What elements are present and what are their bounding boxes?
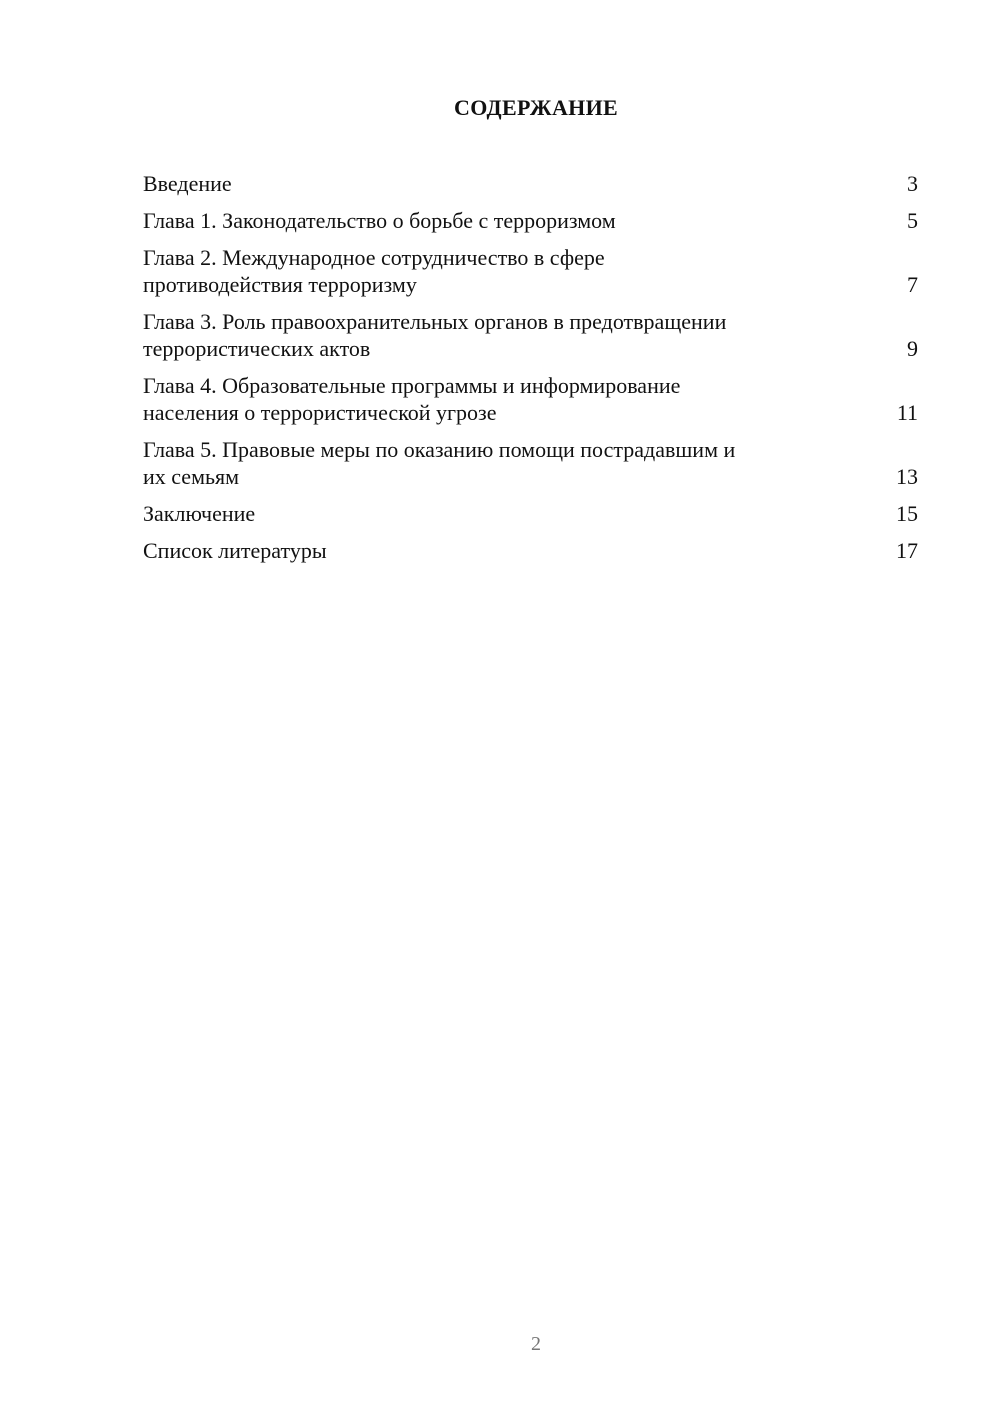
toc-entry-page: 9 (907, 336, 918, 361)
toc-entry-page: 11 (896, 400, 918, 425)
toc-entry-page: 5 (907, 208, 918, 233)
toc-entry-chapter-1 (143, 207, 918, 234)
toc-entry-label: Введение (143, 171, 232, 196)
toc-entry-label: Глава 2. Международное сотрудничество в сфере противодействия терроризму (143, 245, 605, 297)
toc-entry-label: Глава 5. Правовые меры по оказанию помощи пострадавшим и их семьям (143, 437, 736, 489)
page-number: 2 (531, 1333, 541, 1355)
toc-entry-label: Глава 1. Законодательство о борьбе с терроризмом (143, 208, 616, 233)
toc-entry-label: Список литературы (143, 538, 327, 563)
toc-entry-page: 3 (907, 171, 918, 196)
toc-entry-chapter-5 (143, 436, 918, 490)
toc-entry-page: 15 (896, 501, 918, 526)
toc-entry-introduction (143, 170, 918, 197)
toc-entry-label: Глава 3. Роль правоохранительных органов в предотвращении террористических актов (143, 309, 727, 361)
toc-entry-chapter-4 (143, 372, 918, 426)
toc-entry-bibliography (143, 537, 918, 564)
toc-entry-page: 13 (896, 464, 918, 489)
toc-entry-page: 17 (896, 538, 918, 563)
toc-entry-label: Глава 4. Образовательные программы и информирование населения о террористической угрозе (143, 373, 681, 425)
toc-entry-chapter-3 (143, 308, 918, 362)
toc-entry-conclusion (143, 500, 918, 527)
page-title: СОДЕРЖАНИЕ (454, 95, 618, 120)
table-of-contents (143, 170, 918, 574)
toc-entry-label: Заключение (143, 501, 256, 526)
toc-entry-page: 7 (907, 272, 918, 297)
toc-entry-chapter-2 (143, 244, 918, 298)
